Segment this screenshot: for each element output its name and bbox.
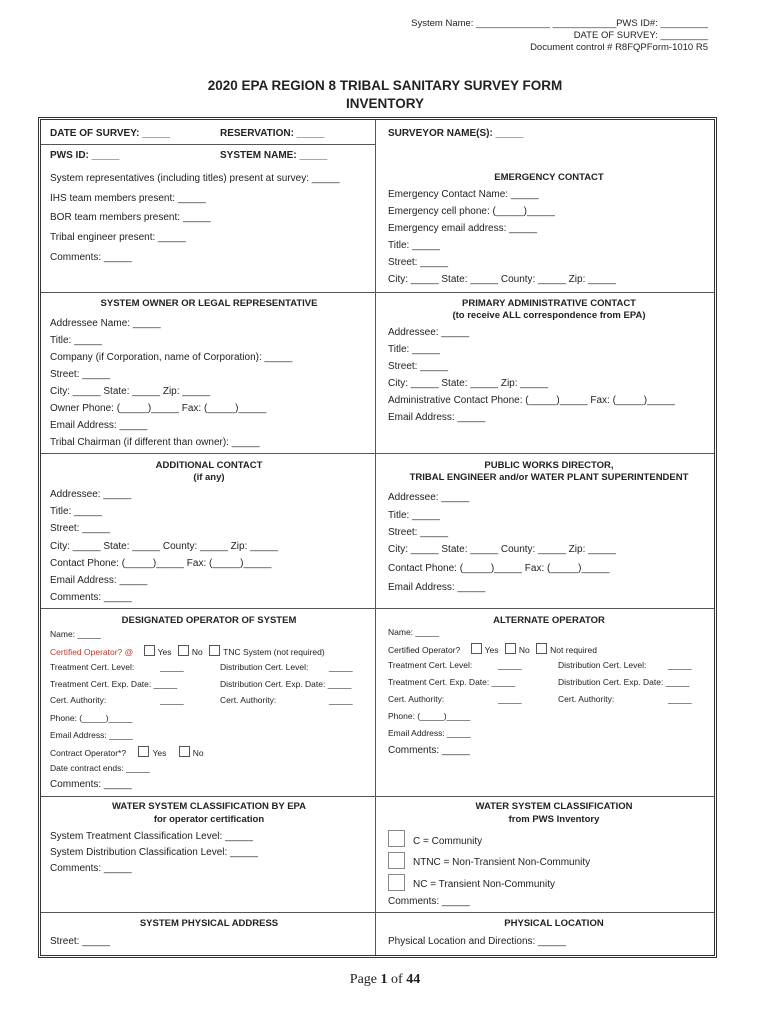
owner-heading: SYSTEM OWNER OR LEGAL REPRESENTATIVE <box>100 298 318 309</box>
classification-epa-subheading: for operator certification <box>153 814 265 825</box>
divider <box>41 453 714 454</box>
ntnc-checkbox[interactable] <box>388 852 405 869</box>
owner-email-field[interactable]: Email Address: _____ <box>50 420 148 431</box>
system-name-field[interactable]: SYSTEM NAME: _____ <box>220 150 328 161</box>
date-of-survey-field[interactable]: DATE OF SURVEY: _____ <box>50 128 171 139</box>
emergency-street-field[interactable]: Street: _____ <box>388 257 449 268</box>
physical-address-heading: SYSTEM PHYSICAL ADDRESS <box>139 918 279 929</box>
do-tnc-checkbox[interactable] <box>209 645 220 656</box>
ao-email-field[interactable]: Email Address: _____ <box>388 728 471 738</box>
ao-phone-field[interactable]: Phone: (_____)_____ <box>388 711 471 721</box>
emergency-email-field[interactable]: Emergency email address: _____ <box>388 223 537 234</box>
divider <box>41 144 376 145</box>
do-contract-yes-checkbox[interactable] <box>138 746 149 757</box>
admin-heading: PRIMARY ADMINISTRATIVE CONTACT <box>462 298 636 309</box>
ao-treat-level-field[interactable]: _____ <box>498 660 522 670</box>
admin-phone-field[interactable]: Administrative Contact Phone: (_____)_____ Fax: (_____)_____ <box>388 395 675 406</box>
emergency-contact-heading: EMERGENCY CONTACT <box>494 172 604 183</box>
distribution-classification-field[interactable]: System Distribution Classification Level: _____ <box>50 847 258 858</box>
do-contract-row <box>50 746 204 758</box>
representatives-field[interactable]: System representatives (including titles) present at survey: _____ <box>50 173 340 184</box>
page-current: 1 <box>380 972 388 987</box>
do-name-field[interactable]: Name: _____ <box>50 629 102 639</box>
nc-label: NC = Transient Non-Community <box>413 879 555 890</box>
pw-city-line[interactable]: City: _____ State: _____ County: _____ Zip: _____ <box>388 544 616 555</box>
ao-no-checkbox[interactable] <box>505 643 516 654</box>
additional-addressee-field[interactable]: Addressee: _____ <box>50 489 132 500</box>
divider <box>41 292 714 293</box>
owner-phone-field[interactable]: Owner Phone: (_____)_____ Fax: (_____)_____ <box>50 403 267 414</box>
do-treat-level-field[interactable]: _____ <box>160 662 184 672</box>
community-label: C = Community <box>413 836 483 847</box>
do-email-field[interactable]: Email Address: _____ <box>50 730 133 740</box>
designated-operator-heading: DESIGNATED OPERATOR OF SYSTEM <box>121 615 297 626</box>
admin-addressee-field[interactable]: Addressee: _____ <box>388 327 470 338</box>
do-contract-yes-label: Yes <box>152 748 167 758</box>
classification-pws-subheading: from PWS Inventory <box>508 814 600 825</box>
page-word: Page <box>349 972 378 987</box>
nc-checkbox[interactable] <box>388 874 405 891</box>
ao-dist-level-label: Distribution Cert. Level: <box>558 660 647 670</box>
additional-city-line[interactable]: City: _____ State: _____ County: _____ Zip: _____ <box>50 541 278 552</box>
classification-epa-comments-field[interactable]: Comments: _____ <box>50 863 132 874</box>
header-system-line: System Name: ______________ ____________PWS ID#: _________ <box>411 18 708 29</box>
do-no-label: No <box>191 647 203 657</box>
additional-phone-field[interactable]: Contact Phone: (_____)_____ Fax: (_____)_____ <box>50 558 272 569</box>
ao-authority-right-field[interactable]: _____ <box>668 694 692 704</box>
do-authority-right-label: Cert. Authority: <box>220 695 277 705</box>
owner-addressee-field[interactable]: Addressee Name: _____ <box>50 318 161 329</box>
ao-treat-exp-field[interactable]: Treatment Cert. Exp. Date: _____ <box>388 677 516 687</box>
additional-title-field[interactable]: Title: _____ <box>50 506 102 517</box>
do-comments-field[interactable]: Comments: _____ <box>50 779 132 790</box>
ao-authority-left-label: Cert. Authority: <box>388 694 445 704</box>
ntnc-label: NTNC = Non-Transient Non-Community <box>413 857 591 868</box>
reservation-field[interactable]: RESERVATION: _____ <box>220 128 325 139</box>
physical-directions-field[interactable]: Physical Location and Directions: _____ <box>388 936 566 947</box>
admin-city-line[interactable]: City: _____ State: _____ Zip: _____ <box>388 378 549 389</box>
pw-addressee-field[interactable]: Addressee: _____ <box>388 492 470 503</box>
owner-company-field[interactable]: Company (if Corporation, name of Corporation): _____ <box>50 352 293 363</box>
do-treat-exp-field[interactable]: Treatment Cert. Exp. Date: _____ <box>50 679 178 689</box>
physical-street-field[interactable]: Street: _____ <box>50 936 111 947</box>
classification-epa-heading: WATER SYSTEM CLASSIFICATION BY EPA <box>111 801 307 812</box>
owner-title-field[interactable]: Title: _____ <box>50 335 102 346</box>
page-total: 44 <box>406 972 421 987</box>
do-authority-left-label: Cert. Authority: <box>50 695 107 705</box>
physical-location-heading: PHYSICAL LOCATION <box>504 918 604 929</box>
emergency-cell-field[interactable]: Emergency cell phone: (_____)_____ <box>388 206 555 217</box>
ao-certified-label: Certified Operator? <box>388 645 461 655</box>
do-certified-row <box>50 645 325 657</box>
pw-email-field[interactable]: Email Address: _____ <box>388 582 486 593</box>
do-contract-label: Contract Operator*? <box>50 748 127 758</box>
additional-heading: ADDITIONAL CONTACT <box>155 460 263 471</box>
additional-street-field[interactable]: Street: _____ <box>50 523 111 534</box>
admin-street-field[interactable]: Street: _____ <box>388 361 449 372</box>
classification-pws-comments-field[interactable]: Comments: _____ <box>388 896 470 907</box>
ao-name-field[interactable]: Name: _____ <box>388 627 440 637</box>
additional-email-field[interactable]: Email Address: _____ <box>50 575 148 586</box>
emergency-name-field[interactable]: Emergency Contact Name: _____ <box>388 189 539 200</box>
do-dist-level-label: Distribution Cert. Level: <box>220 662 309 672</box>
ao-certified-row <box>388 643 597 655</box>
ihs-field[interactable]: IHS team members present: _____ <box>50 193 206 204</box>
do-phone-field[interactable]: Phone: (_____)_____ <box>50 713 133 723</box>
do-authority-left-field[interactable]: _____ <box>160 695 184 705</box>
treatment-classification-field[interactable]: System Treatment Classification Level: _____ <box>50 831 253 842</box>
do-certified-label: Certified Operator? @ <box>50 647 134 657</box>
do-contract-no-checkbox[interactable] <box>179 746 190 757</box>
ao-yes-checkbox[interactable] <box>471 643 482 654</box>
bor-field[interactable]: BOR team members present: _____ <box>50 212 211 223</box>
ao-dist-level-field[interactable]: _____ <box>668 660 692 670</box>
tribal-chairman-field[interactable]: Tribal Chairman (if different than owner): _____ <box>50 437 260 448</box>
form-subtitle: INVENTORY <box>345 96 424 111</box>
do-dist-level-field[interactable]: _____ <box>329 662 353 672</box>
emergency-title-field[interactable]: Title: _____ <box>388 240 440 251</box>
ao-authority-right-label: Cert. Authority: <box>558 694 615 704</box>
additional-comments-field[interactable]: Comments: _____ <box>50 592 132 603</box>
admin-title-field[interactable]: Title: _____ <box>388 344 440 355</box>
divider <box>41 608 714 609</box>
tribal-engineer-field[interactable]: Tribal engineer present: _____ <box>50 232 186 243</box>
header-date-line: DATE OF SURVEY: _________ <box>573 30 708 41</box>
admin-email-field[interactable]: Email Address: _____ <box>388 412 486 423</box>
of-word: of <box>391 972 403 987</box>
ao-comments-field[interactable]: Comments: _____ <box>388 745 470 756</box>
ao-no-label: No <box>518 645 530 655</box>
emergency-city-line[interactable]: City: _____ State: _____ County: _____ Zip: _____ <box>388 274 616 285</box>
additional-subheading: (if any) <box>193 472 225 483</box>
do-yes-label: Yes <box>157 647 172 657</box>
do-tnc-label: TNC System (not required) <box>223 647 325 657</box>
comments-field[interactable]: Comments: _____ <box>50 252 132 263</box>
admin-subheading: (to receive ALL correspondence from EPA) <box>452 310 646 321</box>
surveyor-field[interactable]: SURVEYOR NAME(S): _____ <box>388 128 524 139</box>
do-authority-right-field[interactable]: _____ <box>329 695 353 705</box>
divider <box>41 912 714 913</box>
page-number <box>0 972 770 988</box>
column-divider <box>375 120 376 955</box>
alternate-operator-heading: ALTERNATE OPERATOR <box>493 615 605 626</box>
public-works-subheading: TRIBAL ENGINEER and/or WATER PLANT SUPERINTENDENT <box>409 472 689 483</box>
pw-street-field[interactable]: Street: _____ <box>388 527 449 538</box>
ao-yes-label: Yes <box>484 645 499 655</box>
pw-title-field[interactable]: Title: _____ <box>388 510 440 521</box>
ao-dist-exp-field[interactable]: Distribution Cert. Exp. Date: _____ <box>558 677 690 687</box>
do-date-ends-field[interactable]: Date contract ends: _____ <box>50 763 150 773</box>
do-no-checkbox[interactable] <box>178 645 189 656</box>
do-treat-level-label: Treatment Cert. Level: <box>50 662 135 672</box>
pws-id-field[interactable]: PWS ID: _____ <box>50 150 120 161</box>
header-control-line: Document control # R8FQPForm-1010 R5 <box>530 42 708 53</box>
pw-phone-field[interactable]: Contact Phone: (_____)_____ Fax: (_____)_____ <box>388 563 610 574</box>
public-works-heading: PUBLIC WORKS DIRECTOR, <box>484 460 614 471</box>
classification-pws-heading: WATER SYSTEM CLASSIFICATION <box>475 801 633 812</box>
do-contract-no-label: No <box>192 748 204 758</box>
form-title: 2020 EPA REGION 8 TRIBAL SANITARY SURVEY FORM <box>207 78 563 93</box>
ao-not-required-checkbox[interactable] <box>536 643 547 654</box>
owner-city-line[interactable]: City: _____ State: _____ Zip: _____ <box>50 386 211 397</box>
community-checkbox[interactable] <box>388 830 405 847</box>
do-dist-exp-field[interactable]: Distribution Cert. Exp. Date: _____ <box>220 679 352 689</box>
do-yes-checkbox[interactable] <box>144 645 155 656</box>
divider <box>41 796 714 797</box>
ao-treat-level-label: Treatment Cert. Level: <box>388 660 473 670</box>
owner-street-field[interactable]: Street: _____ <box>50 369 111 380</box>
ao-not-required-label: Not required <box>550 645 597 655</box>
ao-authority-left-field[interactable]: _____ <box>498 694 522 704</box>
